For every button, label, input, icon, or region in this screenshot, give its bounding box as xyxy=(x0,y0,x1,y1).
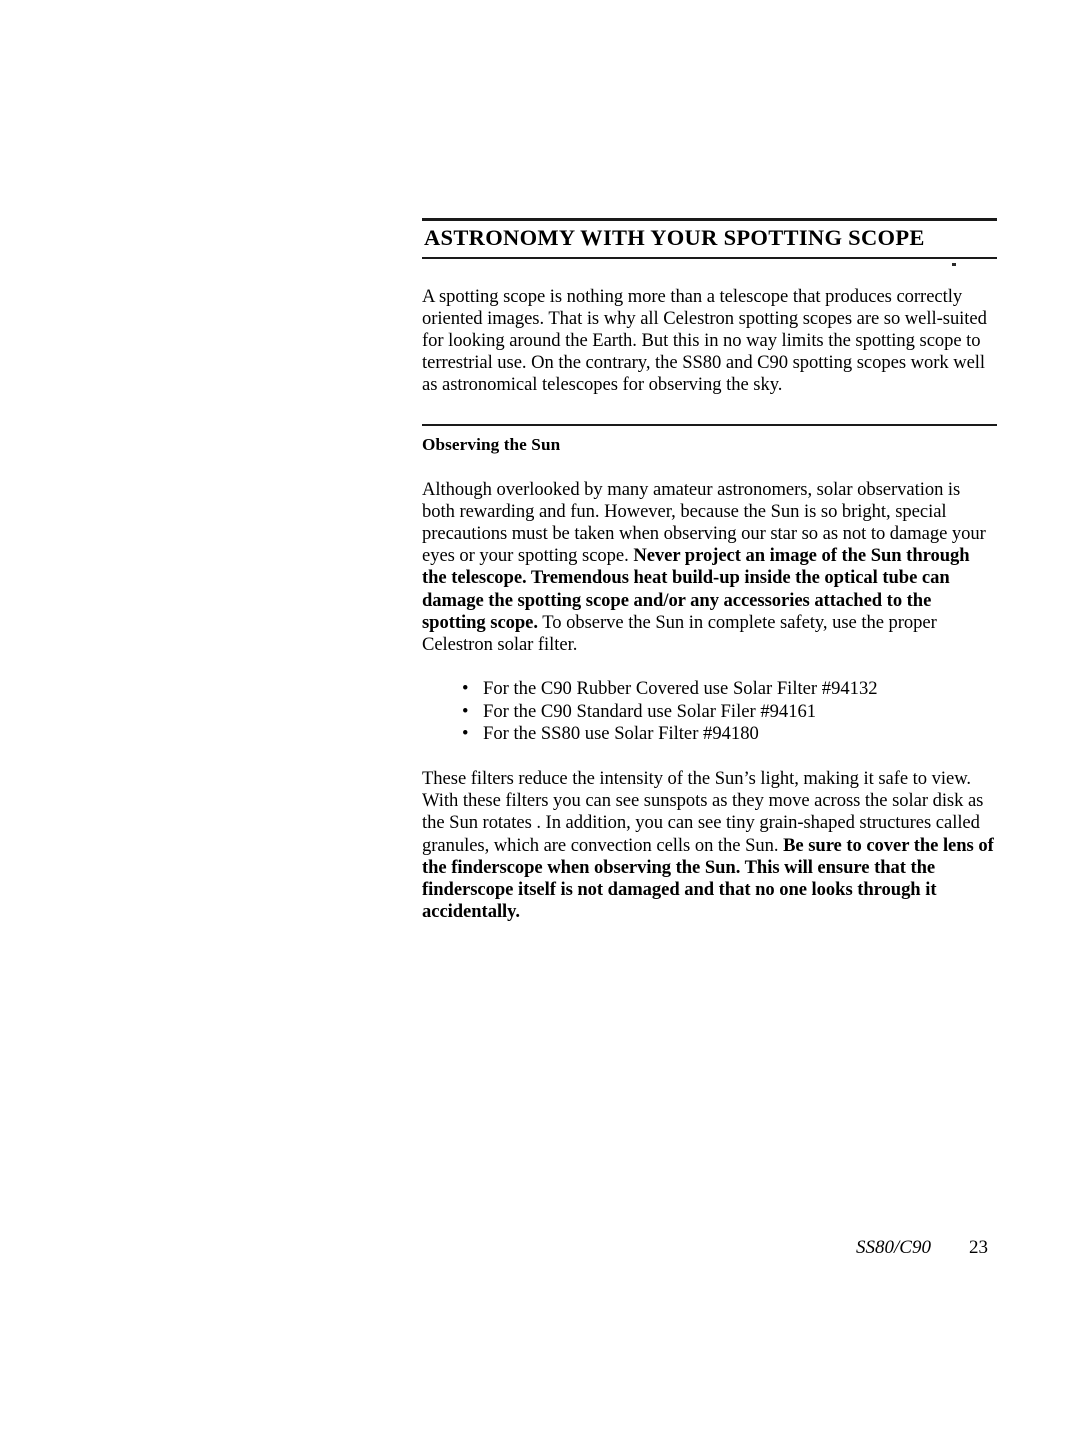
bullet-dot-icon: • xyxy=(462,700,469,722)
footer-model-label: SS80/C90 xyxy=(856,1237,931,1258)
sun-paragraph-text-lead: Although overlooked by many amateur astronomers, solar observation is both rewarding and fun. However, because the Sun is so bright, special precautions must be taken when observing our star so as not to damage your eyes or your spotting scope. xyxy=(422,478,986,567)
sun-paragraph-text-tail: To observe the Sun in complete safety, use the proper Celestron solar filter. xyxy=(422,611,937,655)
sun-paragraph-warning-bold: Never project an image of the Sun through the telescope. Tremendous heat build-up inside the optical tube can damage the spotting scope and/or any accessories attached to the spotting scope. xyxy=(422,545,970,633)
footer-page-number: 23 xyxy=(968,1237,988,1258)
bullet-dot-icon: • xyxy=(462,678,469,700)
page-title: ASTRONOMY WITH YOUR SPOTTING SCOPE xyxy=(424,225,925,250)
list-item-label: For the SS80 use Solar Filter #94180 xyxy=(483,723,759,745)
intro-paragraph: A spotting scope is nothing more than a telescope that produces correctly oriented images. That is why all Celestron spotting scopes are so well-suited for looking around the Earth. But this in no way limits the spotting scope to terrestrial use. On the contrary, the SS80 and C90 spotting scopes work well as astronomical telescopes for observing the sky. xyxy=(422,285,987,396)
page-content-column xyxy=(422,218,997,923)
section-heading-block xyxy=(422,424,997,455)
closing-paragraph-lead: These filters reduce the intensity of the Sun’s light, making it safe to view. With these filters you can see sunspots as they move across the solar disk as the Sun rotates . In addition, you can see tiny grain-shaped structures called granules, which are convection cells on the Sun. xyxy=(422,767,984,856)
scan-artifact-speck xyxy=(952,263,956,266)
solar-filter-list xyxy=(422,678,997,746)
list-item-label: For the C90 Standard use Solar Filer #94161 xyxy=(483,700,817,722)
list-item-label: For the C90 Rubber Covered use Solar Filter #94132 xyxy=(483,678,878,700)
bullet-dot-icon: • xyxy=(462,723,469,745)
observing-sun-paragraph xyxy=(422,479,997,657)
list-item xyxy=(422,701,997,724)
closing-paragraph xyxy=(422,768,997,923)
list-item xyxy=(422,678,997,701)
page-footer xyxy=(856,1237,1036,1259)
chapter-rule-bottom xyxy=(422,257,997,259)
closing-paragraph-bold: Be sure to cover the lens of the finderscope when observing the Sun. This will ensure that the finderscope itself is not damaged and that no one looks through it accidentally. xyxy=(422,834,994,923)
section-title: Observing the Sun xyxy=(422,434,561,454)
list-item xyxy=(422,723,997,746)
chapter-heading-block xyxy=(422,218,997,259)
